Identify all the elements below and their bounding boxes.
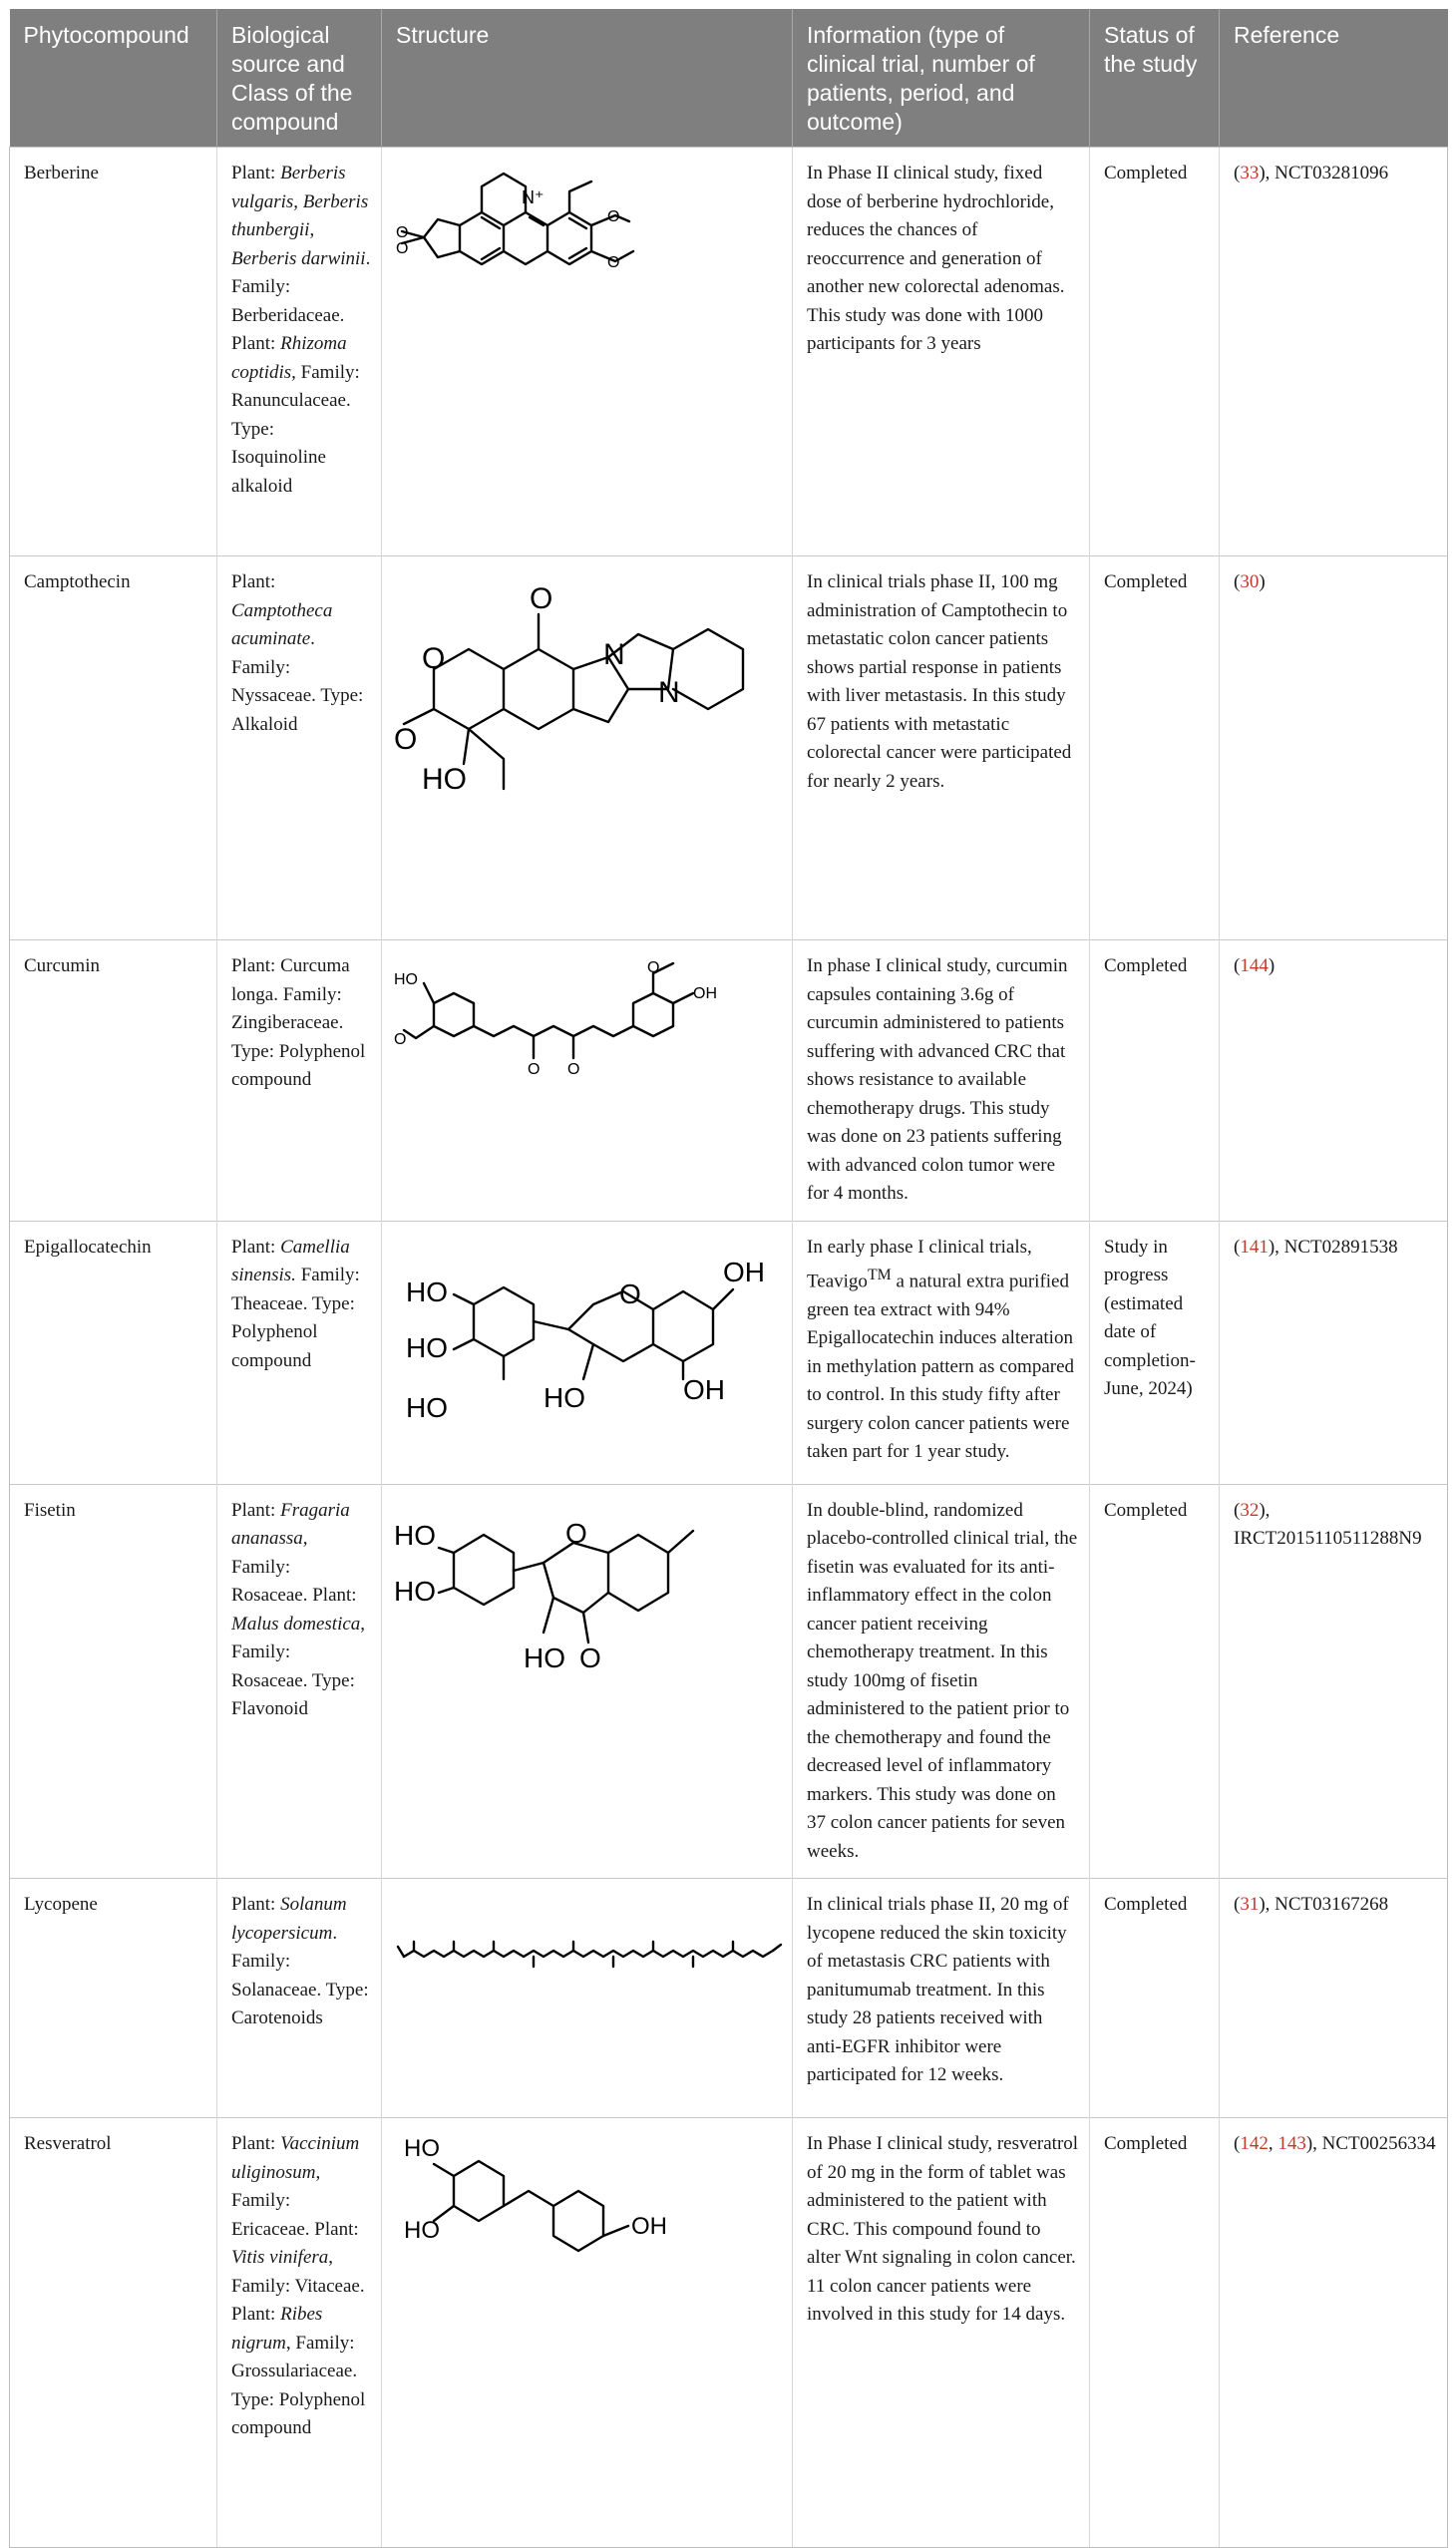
info-cell [793,148,1090,556]
resveratrol-structure-icon [394,2126,773,2296]
text-segment: , Family: Grossulariaceae. Type: Polyphenol compound [231,2332,366,2438]
svg-text:HO: HO [394,1519,436,1551]
text-segment: Plant: Curcuma longa. Family: Zingiberaceae. Type: Polyphenol compound [231,955,366,1090]
text-segment: , Family: Rosaceae. Plant: [231,1528,357,1606]
text-segment: . Family: Solanaceae. Type: Carotenoids [231,1922,369,2028]
text-segment: Plant: [231,1894,281,1915]
status-cell: Completed [1090,940,1220,1222]
info-cell [793,940,1090,1222]
header-row [10,9,1448,148]
source-cell [217,556,382,940]
svg-text:HO: HO [524,1641,565,1673]
table-row [10,1221,1448,1484]
text-segment: , Family: Ericaceae. Plant: [231,2161,359,2240]
svg-text:OH: OH [683,1373,725,1405]
source-cell [217,1879,382,2118]
svg-text:O: O [394,723,418,756]
curcumin-structure-icon [394,948,773,1098]
italic-text: Fragaria ananassa [231,1499,350,1549]
info-cell [793,556,1090,940]
reference-link[interactable]: 142 [1240,2133,1269,2154]
italic-text: Berberis vulgaris [231,163,346,212]
text-segment: In early phase I clinical trials, Teavigo [807,1236,1032,1292]
text-segment: Plant: [231,1236,281,1258]
text-segment: ( [1234,1236,1241,1258]
table-row [10,940,1448,1222]
structure-cell [382,148,793,556]
svg-text:O: O [528,1061,541,1078]
status-cell: Completed [1090,2118,1220,2548]
svg-text:HO: HO [406,1275,448,1307]
svg-text:HO: HO [394,971,418,988]
svg-text:O: O [565,1517,587,1549]
italic-text: Solanum lycopersicum [231,1894,347,1944]
text-segment: ( [1234,571,1241,592]
reference-link[interactable]: 31 [1240,1894,1260,1915]
text-segment: Plant: [231,2133,281,2154]
structure-cell [382,1221,793,1484]
italic-text: Vitis vinifera [231,2247,329,2268]
text-segment: ), IRCT2015110511288N9 [1234,1499,1422,1549]
table-row [10,148,1448,556]
source-cell [217,1221,382,1484]
text-segment: Plant: [231,163,281,183]
svg-text:O: O [396,224,409,241]
text-segment: Plant: [231,1499,281,1521]
header-status: Status of the study [1090,9,1220,148]
svg-text:O: O [619,1277,641,1309]
info-cell [793,1879,1090,2118]
text-segment: , Family: Vitaceae. Plant: [231,2247,365,2325]
structure-cell [382,1879,793,2118]
svg-text:O: O [422,642,446,675]
text-segment: In clinical trials phase II, 100 mg administration of Camptothecin to metastatic colon cancer patients shows partial response in patients with liver metastasis. In this study 67 patients with metastatic colorectal cancer were participated for nearly 2 years. [807,571,1072,792]
epigallocatechin-structure-icon [394,1230,773,1469]
svg-text:OH: OH [631,2213,667,2240]
text-segment: TM [867,1267,892,1283]
reference-link[interactable]: 30 [1240,571,1260,592]
reference-link[interactable]: 143 [1277,2133,1306,2154]
svg-text:N⁺: N⁺ [522,187,545,207]
svg-text:HO: HO [404,2217,440,2244]
text-segment: . Family: Berberidaceae. Plant: [231,247,371,354]
reference-cell [1220,1221,1448,1484]
fisetin-structure-icon [394,1493,773,1712]
text-segment: ( [1234,1499,1241,1521]
text-segment: ( [1234,2133,1241,2154]
text-segment: ), NCT00256334 [1305,2133,1436,2154]
svg-text:HO: HO [544,1381,585,1413]
svg-text:HO: HO [404,2135,440,2162]
svg-text:N: N [658,676,680,709]
svg-text:O: O [394,1031,407,1048]
italic-text: Berberis thunbergii [231,190,369,240]
svg-text:HO: HO [394,1575,436,1607]
header-source: Biological source and Class of the compound [217,9,382,148]
svg-text:O: O [396,240,409,257]
status-cell: Completed [1090,556,1220,940]
header-reference: Reference [1220,9,1448,148]
svg-text:HO: HO [406,1391,448,1423]
reference-link[interactable]: 144 [1240,955,1269,976]
compound-name: Resveratrol [10,2118,217,2548]
reference-cell [1220,148,1448,556]
berberine-structure-icon [394,156,693,325]
svg-text:O: O [530,582,553,615]
svg-text:O: O [567,1061,580,1078]
text-segment: ), NCT03167268 [1259,1894,1389,1915]
svg-text:O: O [607,208,620,225]
source-cell [217,940,382,1222]
table-row [10,556,1448,940]
text-segment: , Family: Ranunculaceae. Type: Isoquinoline alkaloid [231,361,360,497]
header-compound: Phytocompound [10,9,217,148]
structure-cell [382,1484,793,1879]
structure-cell [382,940,793,1222]
status-cell: Completed [1090,1879,1220,2118]
svg-text:OH: OH [723,1256,765,1287]
structure-cell [382,556,793,940]
italic-text: Camellia sinensis. [231,1236,350,1285]
italic-text: Malus domestica [231,1613,361,1635]
text-segment: In clinical trials phase II, 20 mg of lycopene reduced the skin toxicity of metastasis CRC patients with panitumumab treatment. In this study 28 patients received with anti-EGFR inhibitor were participated for 12 weeks. [807,1894,1069,2085]
text-segment: In double-blind, randomized placebo-controlled clinical trial, the fisetin was evaluated for its anti-inflammatory effect in the colon cancer patient receiving chemotherapy treatment. In this study 100mg of fisetin administered to the patient prior to the chemotherapy and found the decreased level of inflammatory markers. This study was done on 37 colon cancer patients for seven weeks. [807,1499,1078,1862]
text-segment: ), NCT02891538 [1268,1236,1398,1258]
italic-text: Berberis darwinii [231,247,366,269]
svg-text:O: O [579,1641,601,1673]
reference-link[interactable]: 33 [1240,163,1260,183]
text-segment: , Family: Rosaceae. Type: Flavonoid [231,1613,366,1719]
text-segment: Plant: [231,571,276,592]
italic-text: Camptotheca acuminate [231,599,333,649]
table-row [10,1879,1448,2118]
table-row [10,1484,1448,1879]
status-cell: Completed [1090,148,1220,556]
svg-text:HO: HO [406,1331,448,1363]
header-structure: Structure [382,9,793,148]
svg-text:OH: OH [693,985,717,1002]
text-segment: , [293,190,303,212]
compound-name: Fisetin [10,1484,217,1879]
compound-name: Lycopene [10,1879,217,2118]
italic-text: Rhizoma coptidis [231,333,347,383]
reference-cell [1220,1484,1448,1879]
text-segment: . Family: Nyssaceae. Type: Alkaloid [231,628,364,735]
source-cell [217,148,382,556]
compound-name: Epigallocatechin [10,1221,217,1484]
text-segment: In Phase II clinical study, fixed dose of berberine hydrochloride, reduces the chances of reoccurrence and generation of another new colorectal adenomas. This study was done with 1000 participants for 3 years [807,163,1065,354]
svg-text:HO: HO [422,763,467,796]
reference-cell [1220,940,1448,1222]
svg-text:O: O [607,254,620,271]
svg-text:O: O [647,959,660,976]
info-cell [793,1484,1090,1879]
text-segment: In Phase I clinical study, resveratrol of 20 mg in the form of tablet was administered to the patient with CRC. This compound found to alter Wnt signaling in colon cancer. 11 colon cancer patients were involved in this study for 14 days. [807,2133,1079,2325]
text-segment: ( [1234,1894,1241,1915]
compound-name: Camptothecin [10,556,217,940]
text-segment: In phase I clinical study, curcumin capsules containing 3.6g of curcumin administered to patients suffering with advanced CRC that shows resistance to available chemotherapy drugs. This study was done on 23 patients suffering with advanced colon tumor were for 4 months. [807,955,1068,1204]
status-cell: Completed [1090,1484,1220,1879]
reference-cell [1220,556,1448,940]
text-segment: ) [1259,571,1266,592]
compound-name: Berberine [10,148,217,556]
status-cell: Study in progress (estimated date of completion- June, 2024) [1090,1221,1220,1484]
reference-link[interactable]: 141 [1240,1236,1269,1258]
text-segment: Family: Theaceae. Type: Polyphenol compound [231,1265,360,1371]
text-segment: , [1268,2133,1278,2154]
text-segment: a natural extra purified green tea extract with 94% Epigallocatechin induces alteration in methylation pattern as compared to control. In this study fifty after surgery colon cancer patients were taken part for 1 year study. [807,1271,1075,1463]
lycopene-structure-icon [394,1887,783,1987]
text-segment: , [309,219,315,240]
compound-name: Curcumin [10,940,217,1222]
source-cell [217,1484,382,1879]
italic-text: Vaccinium uliginosum [231,2133,360,2183]
text-segment: ) [1268,955,1275,976]
info-cell [793,1221,1090,1484]
reference-link[interactable]: 32 [1240,1499,1260,1521]
text-segment: ( [1234,163,1241,183]
camptothecin-structure-icon [394,564,773,804]
reference-cell [1220,1879,1448,2118]
header-info: Information (type of clinical trial, number of patients, period, and outcome) [793,9,1090,148]
svg-text:N: N [603,638,625,671]
italic-text: Ribes nigrum [231,2304,323,2354]
phytocompound-table [9,9,1448,2548]
text-segment: ), NCT03281096 [1259,163,1389,183]
text-segment: ( [1234,955,1241,976]
